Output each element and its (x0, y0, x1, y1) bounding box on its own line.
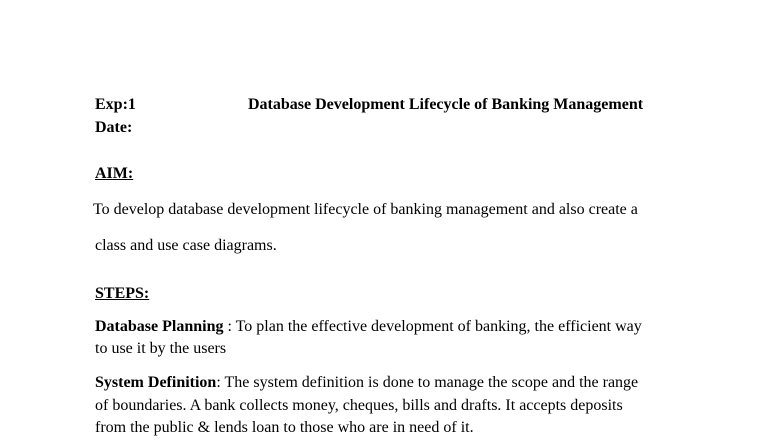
date-label: Date: (95, 119, 133, 136)
planning-text: : To plan the effective development of banking, the efficient way (223, 318, 642, 335)
experiment-number: Exp:1 (95, 96, 136, 113)
planning-line-2: to use it by the users (95, 340, 227, 357)
planning-term: Database Planning (95, 318, 224, 335)
planning-line-1 (95, 317, 642, 337)
system-definition-line-2: of boundaries. A bank collects money, cheques, bills and drafts. It accepts deposits (95, 397, 623, 414)
system-definition-line-1 (95, 373, 638, 393)
aim-heading: AIM: (95, 165, 134, 182)
system-definition-text: : The system definition is done to manage the scope and the range (216, 374, 639, 391)
system-definition-term: System Definition (95, 374, 217, 391)
aim-text-line-1: To develop database development lifecycle of banking management and also create a (93, 201, 638, 218)
aim-text-line-2: class and use case diagrams. (95, 237, 277, 254)
steps-heading: STEPS: (95, 285, 150, 302)
system-definition-line-3: from the public & lends loan to those who are in need of it. (95, 419, 474, 436)
document-title: Database Development Lifecycle of Banking Management (248, 96, 644, 113)
